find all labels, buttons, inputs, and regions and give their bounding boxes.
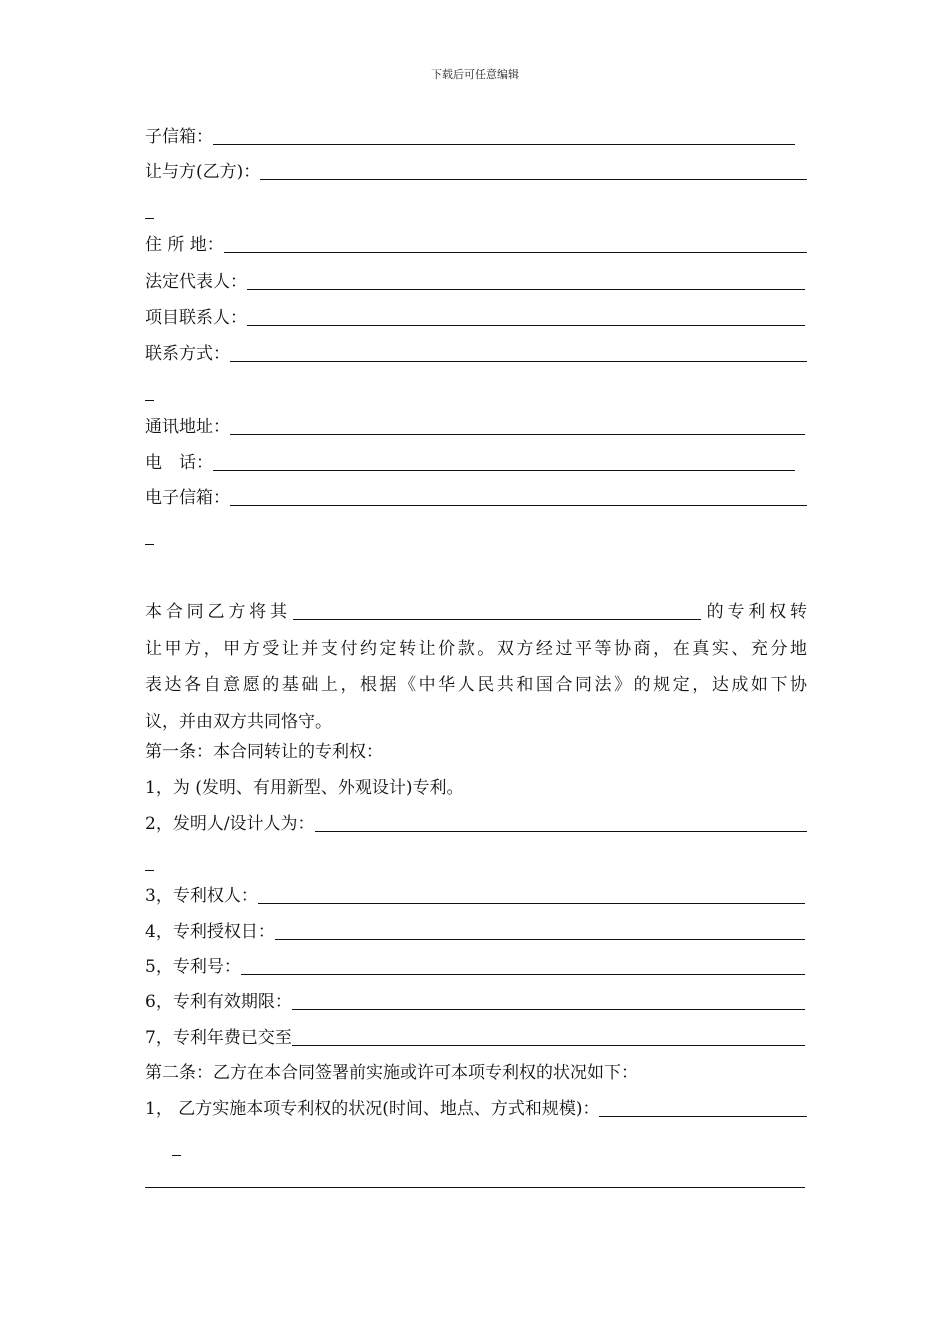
patentee-blank[interactable] <box>258 886 805 904</box>
intro-line1-end: 的专利权转 <box>702 602 807 622</box>
article-1-item-7-label: 7，专利年费已交至 <box>145 1028 292 1048</box>
patent-name-blank[interactable] <box>293 602 701 620</box>
party-b-mail-address-row <box>145 415 805 439</box>
grant-date-blank[interactable] <box>275 922 805 940</box>
intro-line-4: 议，并由双方共同恪守。 <box>145 711 332 732</box>
party-b-mail-address-blank[interactable] <box>230 417 805 435</box>
party-b-address-blank[interactable] <box>224 235 807 253</box>
intro-line-3: 表达各自意愿的基础上，根据《中华人民共和国合同法》的规定，达成如下协 <box>145 675 807 695</box>
party-b-legal-rep-row <box>145 270 805 294</box>
validity-period-blank[interactable] <box>292 992 805 1010</box>
party-b-name-blank[interactable] <box>260 162 807 180</box>
party-b-contact-method-label: 联系方式： <box>145 344 230 364</box>
party-a-email-label: 子信箱： <box>145 127 213 147</box>
party-b-contact-method-blank[interactable] <box>230 344 807 362</box>
party-b-email-label: 电子信箱： <box>145 488 230 508</box>
party-b-email-row <box>145 486 807 510</box>
party-b-legal-rep-label: 法定代表人： <box>145 272 247 292</box>
article-2-item-1-label: 1， 乙方实施本项专利权的状况(时间、地点、方式和规模)： <box>145 1099 600 1119</box>
implementation-status-blank-line[interactable] <box>145 1187 805 1188</box>
party-b-address-label: 住 所 地： <box>145 235 224 255</box>
continuation-dash <box>145 400 154 401</box>
article-1-item-5-label: 5，专利号： <box>145 957 241 977</box>
continuation-dash <box>145 870 154 871</box>
party-b-legal-rep-blank[interactable] <box>247 272 805 290</box>
continuation-dash <box>145 218 154 219</box>
article-1-item-3-label: 3，专利权人： <box>145 886 258 906</box>
article-1-item-3-row <box>145 884 805 908</box>
article-1-item-2-label: 2，发明人/设计人为： <box>145 814 315 834</box>
party-b-title-row <box>145 160 807 184</box>
article-1-item-5-row <box>145 955 805 979</box>
party-b-phone-row <box>145 451 795 475</box>
party-b-contact-method-row <box>145 342 807 366</box>
party-b-contact-person-blank[interactable] <box>247 308 805 326</box>
continuation-dash <box>145 544 154 545</box>
party-b-email-blank[interactable] <box>230 488 807 506</box>
article-2-title: 第二条：乙方在本合同签署前实施或许可本项专利权的状况如下： <box>145 1063 638 1083</box>
article-1-item-4-row <box>145 920 805 944</box>
article-1-item-7-row <box>145 1026 805 1050</box>
party-b-contact-person-row <box>145 306 805 330</box>
page-header: 下载后可任意编辑 <box>431 68 519 81</box>
intro-line1-start: 本合同乙方将其 <box>145 602 291 622</box>
intro-paragraph <box>145 594 807 740</box>
article-1-item-4-label: 4，专利授权日： <box>145 922 275 942</box>
party-b-mail-address-label: 通讯地址： <box>145 417 230 437</box>
party-b-address-row <box>145 233 807 257</box>
intro-line-2: 让甲方，甲方受让并支付约定转让价款。双方经过平等协商，在真实、充分地 <box>145 638 807 659</box>
article-1-item-2-row <box>145 812 807 836</box>
party-a-email-blank[interactable] <box>213 127 795 145</box>
party-b-title: 让与方(乙方)： <box>145 162 261 182</box>
article-1-title: 第一条：本合同转让的专利权： <box>145 742 383 762</box>
party-b-phone-label: 电 话： <box>145 453 213 473</box>
party-b-contact-person-label: 项目联系人： <box>145 308 247 328</box>
party-a-email-row <box>145 125 795 149</box>
intro-line-1 <box>145 594 807 631</box>
annual-fee-blank[interactable] <box>292 1028 805 1046</box>
article-1-item-6-row <box>145 990 805 1014</box>
party-b-phone-blank[interactable] <box>213 453 795 471</box>
article-2-item-1-row <box>145 1097 807 1121</box>
article-1-item-1: 1，为 (发明、有用新型、外观设计)专利。 <box>145 778 464 798</box>
inventor-blank[interactable] <box>315 814 807 832</box>
article-1-item-6-label: 6，专利有效期限： <box>145 992 292 1012</box>
continuation-dash <box>172 1155 181 1156</box>
patent-number-blank[interactable] <box>241 957 805 975</box>
implementation-status-blank[interactable] <box>599 1099 807 1117</box>
